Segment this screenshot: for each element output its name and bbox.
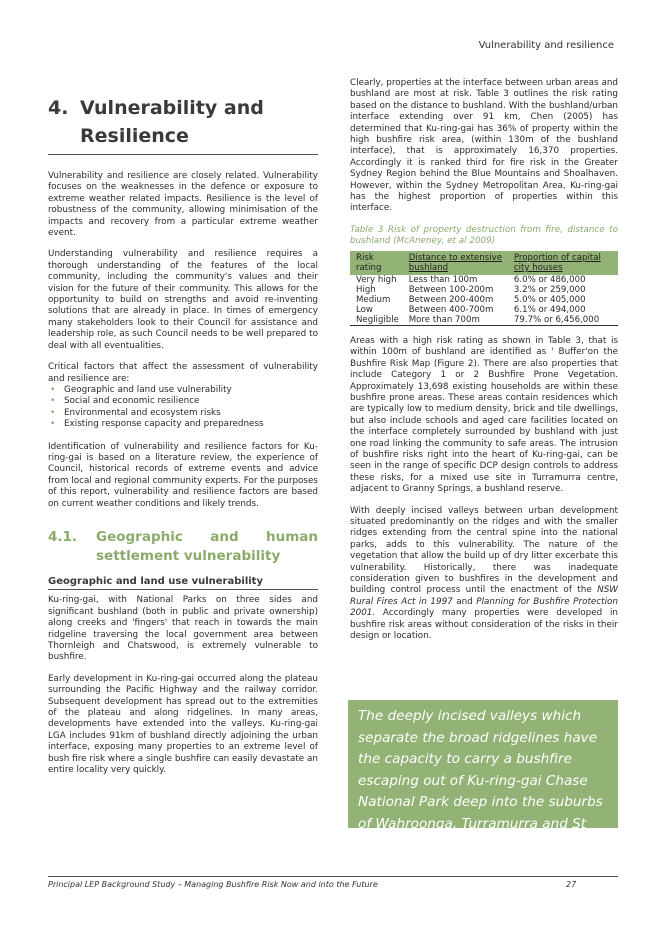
list-item: • Social and economic resilience xyxy=(50,396,200,407)
table-row: Low Between 400-700m 6.1% or 494,000 xyxy=(356,304,586,315)
bullet-icon: • xyxy=(50,407,56,418)
critical-factors-list xyxy=(48,385,318,431)
bullet-icon: • xyxy=(50,384,56,395)
table-row: Negligible More than 700m 79.7% or 6,456,000 xyxy=(350,315,618,326)
table-row: High Between 100-200m 3.2% or 259,000 xyxy=(356,284,586,295)
column-header: Proportion of capital city houses xyxy=(510,251,618,275)
chapter-title xyxy=(48,94,318,155)
table-row: Very high Less than 100m 6.0% or 486,000 xyxy=(356,274,586,285)
chapter-title-text: Vulnerability and Resilience xyxy=(80,97,264,147)
buffer-paragraph: Areas with a high risk rating as shown in Table 3, that is within 100m of bushland are identified as ' Buffer'on the Bushfire Risk Map (Figure 2). There are also properties that include Category 1 or 2 Bushfire Prone Vegetation. Approximately 13,698 existing households are within these bushfire prone areas. These areas contain residences which are typically low to medium density, brick and tile dwellings, but also include schools and aged care facilities located on the interface completely surrounded by bushland with just one road linking the community to safe areas. The intrusion of bushfire risks right into the heart of Ku-ring-gai, can be seen in the range of specific DCP design controls to address these risks, for a mixed use site in Turramurra centre, adjacent to Granny Springs, a bushland reserve. xyxy=(350,335,618,495)
identification-paragraph: Identification of vulnerability and resilience factors for Ku-ring-gai is based on a literature review, the experience of Council, historical records of extreme events and advice from local and regional community experts. For the purposes of this report, vulnerability and resilience factors are based on current weather conditions and likely trends. xyxy=(48,441,318,509)
valleys-paragraph: With deeply incised valleys between urban development situated predominantly on the ridges and with the smaller ridges extending from the central spine into the national parks, adds to this vulnerability. The nature of the vegetation that allow the build up of dry litter excerbate this vulnerability. Historically, there was inadequate consideration given to bushfires in the development and building control process until the enactment of the NSW Rural Fires Act in 1997 and Planning for Bushfire Protection 2001. Accordingly many properties were developed in bushfire risk areas without consideration of the risks in their design or location. xyxy=(350,505,618,642)
subsection-heading: Geographic and land use vulnerability xyxy=(48,576,318,590)
interface-paragraph: Clearly, properties at the interface between urban areas and bushland are most at risk. Table 3 outlines the risk rating based on the distance to bushland. With the bushland/urban interface extending over 91 km, Chen (2005) has determined that Ku-ring-gai has 36% of property within the high bushfire risk area, (within 130m of the bushland interface), that is approximately 16,370 properties. Accordingly it is ranked third for fire risk in the Greater Sydney Region behind the Blue Mountains and Shoalhaven. However, within the Sydney Metropolitan Area, Ku-ring-gai has the highest proportion of properties within this interface. xyxy=(350,78,618,214)
geo-paragraph: Ku-ring-gai, with National Parks on three sides and significant bushland (both in public and private ownership) along creeks and 'fingers' that reach in towards the main ridgeline traversing the local government area between Thornleigh and Chatswood, is extremely vulnerable to bushfire. xyxy=(48,595,318,663)
act-reference: NSW Rural Fires Act in 1997 xyxy=(350,585,618,607)
chapter-number: 4. xyxy=(48,97,69,119)
list-item: • Geographic and land use vulnerability xyxy=(50,384,232,395)
right-column xyxy=(350,78,618,652)
list-item: • Existing response capacity and preparedness xyxy=(50,419,264,430)
intro-paragraph: Understanding vulnerability and resilience requires a thorough understanding of the features of the local community, including the community's values and their vision for the future of their community. This allows for the opportunity to build on strengths and avoid re-inventing solutions that are already in place. In times of emergency many stakeholders look to their Council for assistance and leadership role, as such Council needs to be well prepared to deal with all eventualities. xyxy=(48,249,318,351)
list-item: • Environmental and ecosystem risks xyxy=(50,407,221,418)
column-header: Risk rating xyxy=(350,251,405,275)
section-number: 4.1. xyxy=(48,528,78,545)
running-header: Vulnerability and resilience xyxy=(478,40,614,51)
page-number: 27 xyxy=(566,880,577,889)
table-row: Medium Between 200-400m 5.0% or 405,000 xyxy=(356,294,586,305)
bullet-icon: • xyxy=(50,419,56,430)
intro-paragraph: Critical factors that affect the assessment of vulnerability and resilience are: xyxy=(48,362,318,384)
footer-divider xyxy=(48,876,618,877)
table-header-row xyxy=(350,251,618,275)
bullet-icon: • xyxy=(50,396,56,407)
intro-paragraph: Vulnerability and resilience are closely related. Vulnerability focuses on the weaknesses in the defence or exposure to extreme weather related impacts. Resilience is the level of robustness of the community, allowing minimisation of the impacts and recovery from a particular extreme weather event. xyxy=(48,171,318,239)
section-title: Geographic and human settlement vulnerability xyxy=(96,528,318,564)
left-column xyxy=(48,94,318,786)
risk-table xyxy=(350,251,618,326)
table-caption: Table 3 Risk of property destruction from fire, distance to bushland (McAneney, et al 2009) xyxy=(350,224,618,246)
act-reference: Planning for Bushfire Protection 2001 xyxy=(350,596,618,619)
geo-paragraph: Early development in Ku-ring-gai occurred along the plateau surrounding the Pacific Highway and the railway corridor. Subsequent development has spread out to the extremities of the plateau and along ridgelines. In many areas, developments have extended into the valleys. Ku-ring-gai LGA includes 91km of bushland directly adjoining the urban interface, exposing many properties to an extreme level of bush fire risk where a single bushfire can easily devastate an entire locality very quickly. xyxy=(48,673,318,776)
footer-text: Principal LEP Background Study – Managing Bushfire Risk Now and into the Future xyxy=(48,880,378,889)
column-header: Distance to extensive bushland xyxy=(405,251,510,275)
section-heading xyxy=(48,528,318,566)
pull-quote: The deeply incised valleys which separate the broad ridgelines have the capacity to carry a bushfire escaping out of Ku-ring-gai Chase National Park deep into the suburbs of Wahroonga, Turramurra and St Ives. xyxy=(348,700,618,828)
